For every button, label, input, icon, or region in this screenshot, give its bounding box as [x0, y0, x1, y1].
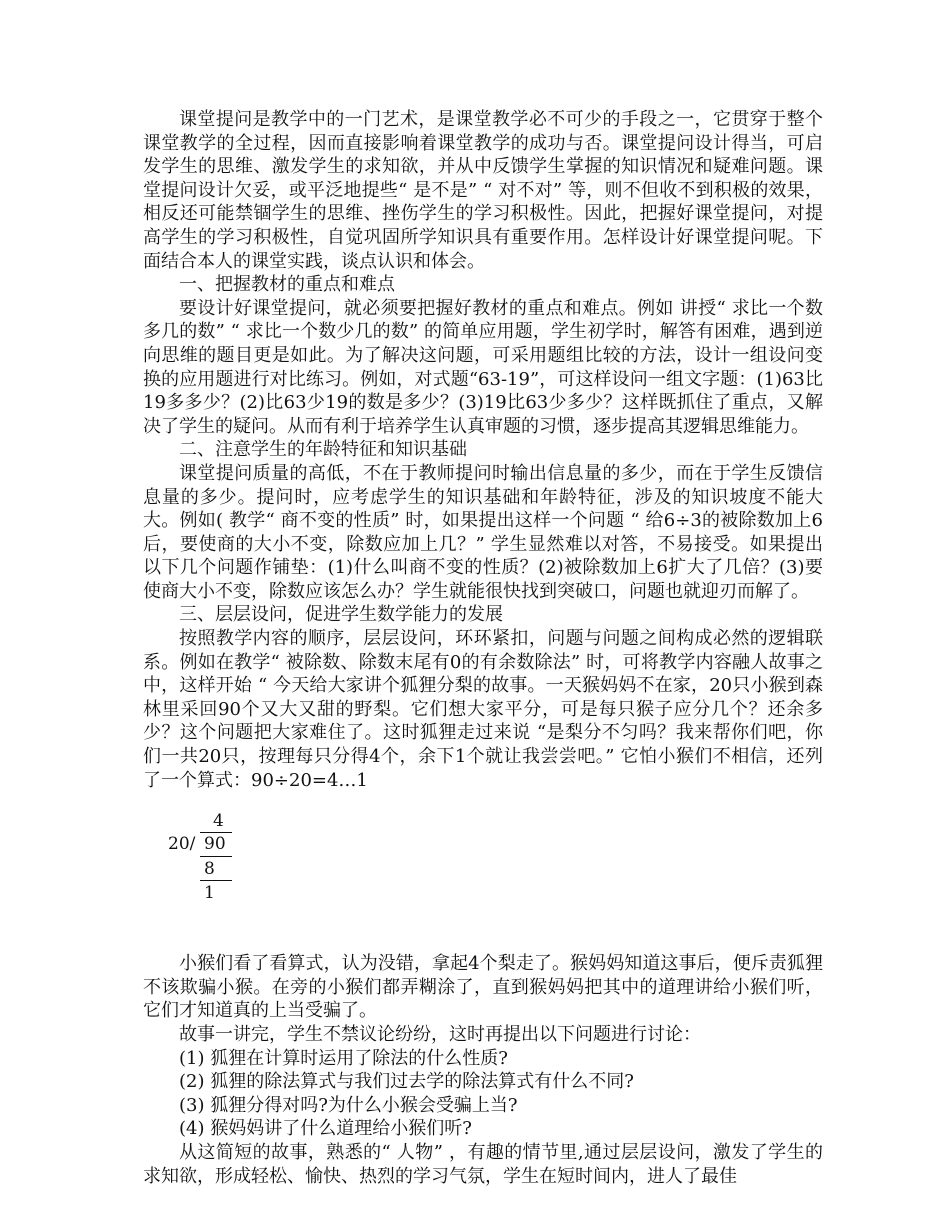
- division-remainder: 1: [204, 883, 215, 904]
- after-paragraph-2: 故事一讲完，学生不禁议论纷纷，这时再提出以下问题进行讨论：: [179, 1024, 701, 1045]
- section-2-paragraph: 课堂提问质量的高低，不在于教师提问时输出信息量的多少，而在于学生反馈信息量的多少。提问时，应考虑学生的知识基础和年龄特征，涉及的知识坡度不能大大。例如( 教学“ 商不变的性质” 时，如果提出这样一个问题 “ 给6÷3的被除数加上6后，要使商的大小不变，除数应加上几？” 学生显然难以对答，不易接受。如果提出以下几个问题作铺垫：(1)什么叫商不变的性质？(2)被除数加上6扩大了几倍？(3)要使商大小不变，除数应该怎么办？学生就能很快找到突破口，问题也就迎刃而解了。: [143, 462, 823, 602]
- division-product-rule: [200, 880, 232, 881]
- intro-paragraph: 课堂提问是教学中的一门艺术，是课堂教学必不可少的手段之一，它贯穿于整个课堂教学的全过程，因而直接影响着课堂教学的成功与否。课堂提问设计得当，可启发学生的思维、激发学生的求知欲，并从中反馈学生掌握的知识情况和疑难问题。课堂提问设计欠妥，或平泛地提些“ 是不是” “ 对不对” 等，则不但收不到积极的效果，相反还可能禁锢学生的思维、挫伤学生的学习积极性。因此，把握好课堂提问，对提高学生的学习积极性，自觉巩固所学知识具有重要作用。怎样设计好课堂提问呢。下面结合本人的课堂实践，谈点认识和体会。: [143, 109, 823, 272]
- division-quotient: 4: [213, 811, 224, 832]
- section-2-heading: 二、注意学生的年龄特征和知识基础: [179, 439, 467, 461]
- question-item: (3) 狐狸分得对吗?为什么小猴会受骗上当?: [179, 1094, 518, 1116]
- document-page: [143, 108, 823, 1188]
- question-item: (2) 狐狸的除法算式与我们过去学的除法算式有什么不同?: [179, 1071, 634, 1093]
- division-divisor: 20/: [168, 834, 196, 855]
- closing-paragraph: 从这简短的故事，熟悉的“ 人物” ，有趣的情节里,通过层层设问，激发了学生的求知欲，形成轻松、愉快、热烈的学习气氛，学生在短时间内，进人了最佳: [143, 1141, 823, 1187]
- division-quotient-rule: [200, 832, 232, 833]
- division-dividend: 90: [204, 834, 226, 855]
- division-dividend-rule: [200, 856, 232, 857]
- long-division-figure: [143, 811, 823, 932]
- section-3-paragraph: 按照教学内容的顺序，层层设问，环环紧扣，问题与问题之间构成必然的逻辑联系。例如在教学“ 被除数、除数末尾有0的有余数除法” 时，可将教学内容融人故事之中，这样开始 “ 今天给大家讲个狐狸分梨的故事。一天猴妈妈不在家，20只小猴到森林里采回90个又大又甜的野梨。它们想大家平分，可是每只猴子应分几个？还余多少？这个问题把大家难住了。这时狐狸走过来说 “是梨分不匀吗？我来帮你们吧，你们一共20只，按理每只分得4个，余下1个就让我尝尝吧。” 它怕小猴们不相信，还列了一个算式：90÷20=4…1: [143, 628, 823, 791]
- section-1-heading: 一、把握教材的重点和难点: [179, 274, 395, 296]
- after-paragraph-1: 小猴们看了看算式，认为没错，拿起4个梨走了。猴妈妈知道这事后，便斥责狐狸不该欺骗小猴。在旁的小猴们都弄糊涂了，直到猴妈妈把其中的道理讲给小猴们听，它们才知道真的上当受骗了。: [143, 953, 823, 1022]
- division-product: 8: [204, 859, 215, 880]
- section-3-heading: 三、层层设问，促进学生数学能力的发展: [179, 604, 503, 626]
- question-item: (1) 狐狸在计算时运用了除法的什么性质?: [179, 1047, 508, 1069]
- section-1-paragraph: 要设计好课堂提问，就必须要把握好教材的重点和难点。例如 讲授“ 求比一个数多几的数” “ 求比一个数少几的数” 的简单应用题，学生初学时，解答有困难，遇到逆向思维的题目更是如此。为了解决这问题，可采用题组比较的方法，设计一组设问变换的应用题进行对比练习。例如，对式题“63-19”，可这样设问一组文字题：(1)63比19多多少？(2)比63少19的数是多少？(3)19比63少多少？这样既抓住了重点，又解决了学生的疑问。从而有利于培养学生认真审题的习惯，逐步提高其逻辑思维能力。: [143, 297, 823, 437]
- question-item: (4) 猴妈妈讲了什么道理给小猴们听?: [179, 1118, 472, 1140]
